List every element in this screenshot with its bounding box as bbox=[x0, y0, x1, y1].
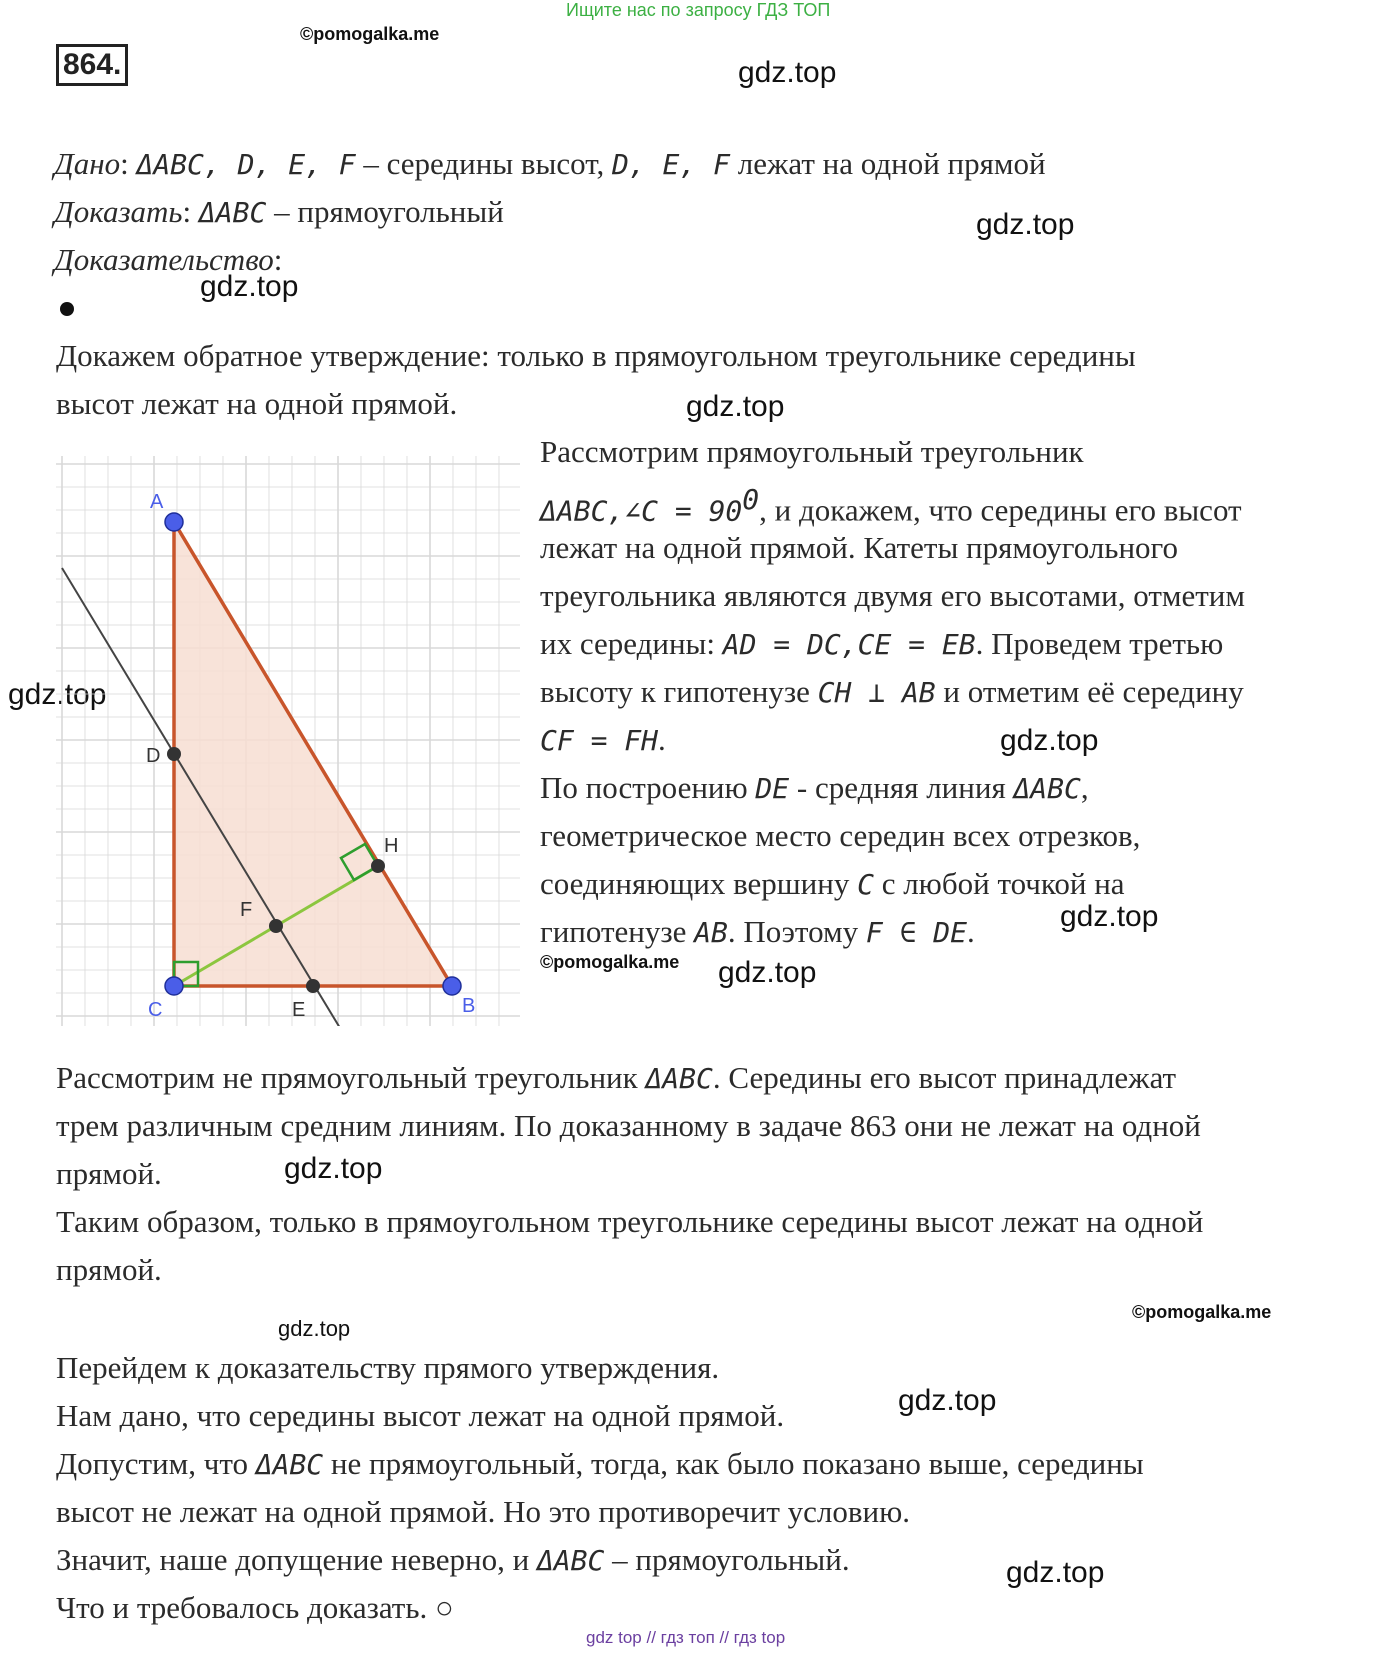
right-case-text: . bbox=[658, 722, 666, 757]
right-case-line: лежат на одной прямой. Катеты прямоугольного bbox=[540, 530, 1178, 565]
label-d: D bbox=[146, 745, 161, 767]
given-text: – середины высот, bbox=[355, 146, 612, 181]
given-label: Дано bbox=[54, 146, 121, 181]
direct-math: ΔABC bbox=[536, 1544, 605, 1577]
gdz-watermark: gdz.top bbox=[200, 270, 299, 303]
prove-line: Доказать: ΔABC – прямоугольный bbox=[54, 194, 504, 229]
gdz-watermark: gdz.top bbox=[8, 678, 107, 711]
direct-text: Допустим, что bbox=[56, 1446, 256, 1481]
non-right-line: прямой. bbox=[56, 1252, 162, 1287]
gdz-watermark: gdz.top bbox=[1060, 900, 1159, 933]
non-right-text: . Середины его высот принадлежат bbox=[712, 1060, 1177, 1095]
label-f: F bbox=[240, 899, 253, 921]
right-case-line bbox=[540, 620, 1223, 669]
right-case-line bbox=[540, 716, 666, 765]
non-right-math: ΔABC bbox=[645, 1062, 713, 1095]
point-h bbox=[371, 859, 385, 873]
converse-line-1: Докажем обратное утверждение: только в прямоугольном треугольнике середины bbox=[56, 338, 1136, 373]
converse-line-2: высот лежат на одной прямой. bbox=[56, 386, 458, 421]
right-case-line bbox=[540, 764, 1089, 813]
direct-line: Что и требовалось доказать. ○ bbox=[56, 1590, 454, 1625]
copyright-watermark: ©pomogalka.me bbox=[540, 952, 680, 972]
direct-math: ΔABC bbox=[255, 1448, 324, 1481]
right-case-text: . Проведем третью bbox=[975, 626, 1224, 661]
label-b: B bbox=[462, 995, 476, 1017]
proof-heading: Доказательство: bbox=[54, 242, 283, 277]
right-case-text: По построению bbox=[540, 770, 756, 805]
gdz-watermark: gdz.top bbox=[686, 390, 785, 423]
given-math: D, E, F bbox=[611, 148, 730, 181]
direct-line: Нам дано, что середины высот лежат на одной прямой. bbox=[56, 1398, 785, 1433]
gdz-watermark: gdz.top bbox=[976, 208, 1075, 241]
non-right-line: трем различным средним линиям. По доказанному в задаче 863 они не лежат на одной bbox=[56, 1108, 1201, 1143]
prove-label: Доказать bbox=[54, 194, 183, 229]
right-case-line bbox=[540, 860, 1125, 909]
label-c: C bbox=[148, 999, 163, 1021]
right-case-math: DE bbox=[755, 772, 790, 805]
right-case-math: F ∈ DE bbox=[865, 916, 968, 949]
right-case-math: AD = DC,CE = EB bbox=[722, 628, 976, 661]
right-case-line: геометрическое место середин всех отрезков, bbox=[540, 818, 1141, 853]
direct-text: не прямоугольный, тогда, как было показано выше, середины bbox=[323, 1446, 1144, 1481]
right-case-text: соединяющих вершину bbox=[540, 866, 858, 901]
point-f bbox=[269, 919, 283, 933]
given-math: ΔABC, D, E, F bbox=[136, 148, 356, 181]
right-case-line bbox=[540, 668, 1244, 717]
given-line: Дано: ΔABC, D, E, F – середины высот, D, E, F лежат на одной прямой bbox=[54, 146, 1046, 181]
copyright-watermark: ©pomogalka.me bbox=[300, 24, 440, 44]
prove-math: ΔABC bbox=[198, 196, 267, 229]
proof-label: Доказательство bbox=[54, 242, 274, 277]
right-case-text: . bbox=[967, 914, 975, 949]
gdz-watermark: gdz.top bbox=[1000, 724, 1099, 757]
direct-line: Перейдем к доказательству прямого утверждения. bbox=[56, 1350, 720, 1385]
non-right-line: Таким образом, только в прямоугольном треугольнике середины высот лежат на одной bbox=[56, 1204, 1204, 1239]
vertex-a bbox=[165, 513, 183, 531]
point-e bbox=[306, 979, 320, 993]
gdz-watermark: gdz.top bbox=[278, 1316, 351, 1341]
direct-line: высот не лежат на одной прямой. Но это противоречит условию. bbox=[56, 1494, 910, 1529]
vertex-c bbox=[165, 977, 183, 995]
label-a: A bbox=[150, 491, 164, 513]
triangle-abc bbox=[174, 522, 452, 986]
top-search-note: Ищите нас по запросу ГДЗ ТОП bbox=[566, 0, 831, 20]
gdz-watermark: gdz.top bbox=[738, 56, 837, 89]
label-h: H bbox=[384, 835, 399, 857]
vertex-b bbox=[443, 977, 461, 995]
label-e: E bbox=[292, 999, 306, 1021]
right-case-line bbox=[540, 908, 975, 957]
right-case-text: и отметим её середину bbox=[935, 674, 1244, 709]
right-case-math: C bbox=[857, 868, 874, 901]
right-case-math: CF = FH bbox=[540, 724, 659, 757]
right-case-text: с любой точкой на bbox=[873, 866, 1125, 901]
direct-line bbox=[56, 1440, 1144, 1489]
gdz-watermark: gdz.top bbox=[284, 1152, 383, 1185]
footer-links: gdz top // гдз топ // гдз top bbox=[586, 1628, 786, 1647]
right-case-line: треугольника являются двумя его высотами, отметим bbox=[540, 578, 1245, 613]
gdz-watermark: gdz.top bbox=[898, 1384, 997, 1417]
direct-text: Значит, наше допущение неверно, и bbox=[56, 1542, 537, 1577]
right-case-text: - средняя линия bbox=[789, 770, 1014, 805]
right-case-math: ΔABC bbox=[1013, 772, 1081, 805]
point-d bbox=[167, 747, 181, 761]
copyright-watermark: ©pomogalka.me bbox=[1132, 1302, 1272, 1322]
right-case-text: , и докажем, что середины его высот bbox=[759, 492, 1242, 528]
right-case-math: CH ⊥ AB bbox=[817, 676, 936, 709]
triangle-figure bbox=[56, 456, 520, 1026]
non-right-line: прямой. bbox=[56, 1156, 162, 1191]
right-case-text: гипотенузе bbox=[540, 914, 695, 949]
right-case-math: AB bbox=[694, 916, 728, 949]
non-right-line bbox=[56, 1054, 1176, 1103]
gdz-watermark: gdz.top bbox=[1006, 1556, 1105, 1589]
bullet-icon bbox=[60, 302, 74, 316]
non-right-text: Рассмотрим не прямоугольный треугольник bbox=[56, 1060, 646, 1095]
direct-text: – прямоугольный. bbox=[604, 1542, 850, 1577]
right-case-math: ΔABC,∠C = 90 bbox=[540, 494, 743, 528]
given-text: лежат на одной прямой bbox=[729, 146, 1046, 181]
right-case-text: высоту к гипотенузе bbox=[540, 674, 818, 709]
right-case-line: Рассмотрим прямоугольный треугольник bbox=[540, 434, 1084, 469]
problem-number: 864. bbox=[56, 44, 128, 86]
gdz-watermark: gdz.top bbox=[718, 956, 817, 989]
right-case-text: , bbox=[1080, 770, 1089, 805]
right-case-text: их середины: bbox=[540, 626, 723, 661]
right-case-text: . Поэтому bbox=[727, 914, 866, 949]
right-case-sup: 0 bbox=[742, 483, 760, 516]
prove-text: – прямоугольный bbox=[266, 194, 504, 229]
direct-line bbox=[56, 1536, 850, 1585]
